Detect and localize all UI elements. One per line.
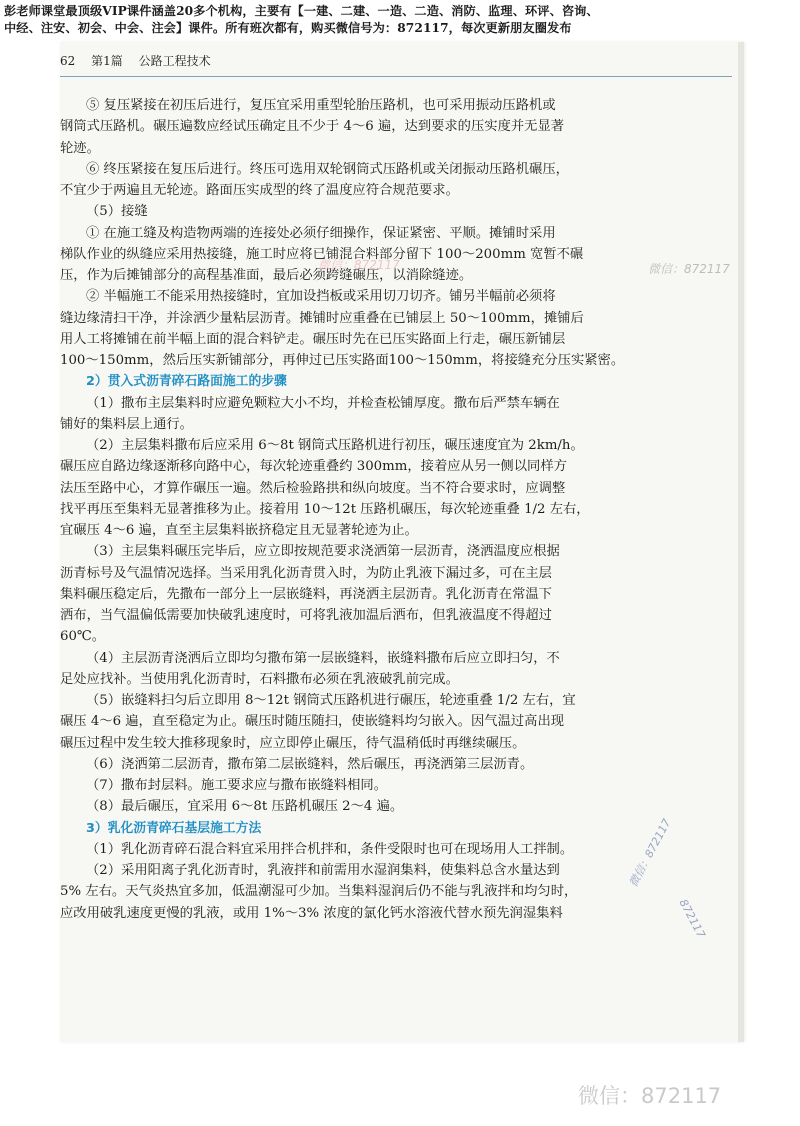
section-heading: 2）贯入式沥青碎石路面施工的步骤 xyxy=(86,374,287,390)
body-line: 60℃。 xyxy=(60,629,106,645)
book-page xyxy=(60,42,744,1042)
body-line: 找平再压至集料无显著推移为止。接着用 10～12t 压路机碾压，每次轮迹重叠 1/2 左右， xyxy=(60,501,590,517)
body-line: 洒布，当气温偏低需要加快破乳速度时，可将乳液加温后洒布，但乳液温度不得超过 xyxy=(60,608,552,623)
body-line: ⑤ 复压紧接在初压后进行，复压宜采用重型轮胎压路机，也可采用振动压路机或 xyxy=(86,98,556,113)
body-line: 碾压 4～6 遍，直至稳定为止。碾压时随压随扫，使嵌缝料均匀嵌入。因气温过高出现 xyxy=(60,714,565,730)
watermark-red: 微信：872117 xyxy=(318,258,400,272)
body-line: ⑥ 终压紧接在复压后进行。终压可选用双轮钢筒式压路机或关闭振动压路机碾压， xyxy=(86,161,569,177)
watermark-lower-right-1: 微信：872117 xyxy=(626,816,674,890)
part-label: 第1篇 xyxy=(91,54,123,68)
body-line: 碾压过程中发生较大推移现象时，应立即停止碾压，待气温稍低时再继续碾压。 xyxy=(60,735,526,751)
body-line: （6）浇洒第二层沥青，撒布第二层嵌缝料，然后碾压，再浇洒第三层沥青。 xyxy=(86,756,534,772)
section-heading: 3）乳化沥青碎石基层施工方法 xyxy=(86,820,262,836)
body-line: （3）主层集料碾压完毕后，应立即按规范要求浇洒第一层沥青，浇洒温度应根据 xyxy=(86,544,560,560)
body-line: 铺好的集料层上通行。 xyxy=(60,416,193,432)
body-line: 用人工将摊铺在前半幅上面的混合料铲走。碾压时先在已压实路面上行走，碾压新铺层 xyxy=(60,331,566,347)
body-line: 压，作为后摊铺部分的高程基准面，最后必须跨缝碾压，以消除缝迹。 xyxy=(60,268,473,283)
page-number: 62 xyxy=(60,54,76,68)
body-line: 集料碾压稳定后，先撒布一部分上一层嵌缝料，再浇洒主层沥青。乳化沥青在常温下 xyxy=(60,586,552,602)
body-line: 梯队作业的纵缝应采用热接缝，施工时应将已铺混合料部分留下 100～200mm 宽暂不碾 xyxy=(60,246,584,262)
body-line: 宜碾压 4～6 遍，直至主层集料嵌挤稳定且无显著轮迹为止。 xyxy=(60,523,418,538)
body-line: （2）采用阳离子乳化沥青时，乳液拌和前需用水湿润集料，使集料总含水量达到 xyxy=(86,863,560,878)
body-line: （8）最后碾压，宜采用 6～8t 压路机碾压 2～4 遍。 xyxy=(86,799,404,815)
section-label: 公路工程技术 xyxy=(138,54,211,68)
body-line: ② 半幅施工不能采用热接缝时，宜加设挡板或采用切刀切齐。铺另半幅前必须将 xyxy=(86,289,556,305)
body-line: 轮迹。 xyxy=(60,140,100,156)
body-line: （1）乳化沥青碎石混合料宜采用拌合机拌和，条件受限时也可在现场用人工拌制。 xyxy=(86,841,574,857)
watermark-right: 微信：872117 xyxy=(648,262,730,276)
body-line: 钢筒式压路机。碾压遍数应经试压确定且不少于 4～6 遍，达到要求的压实度并无显著 xyxy=(60,119,565,135)
running-header xyxy=(60,52,223,69)
body-line: 100～150mm，然后压实新铺部分，再伸过已压实路面100～150mm，将接缝充分压实紧密。 xyxy=(60,353,625,368)
body-line: 不宜少于两遍且无轮迹。路面压实成型的终了温度应符合规范要求。 xyxy=(60,183,459,198)
body-line: （4）主层沥青浇洒后立即均匀撒布第一层嵌缝料，嵌缝料撒布后应立即扫匀，不 xyxy=(86,650,560,666)
body-line: 沥青标号及气温情况选择。当采用乳化沥青贯入时，为防止乳液下漏过多，可在主层 xyxy=(60,565,552,581)
header-rule xyxy=(60,76,732,77)
body-line: 5% 左右。天气炎热宜多加，低温潮湿可少加。当集料湿润后仍不能与乳液拌和均匀时， xyxy=(60,884,578,900)
body-line: 缝边缘清扫干净，并涂洒少量粘层沥青。摊铺时应重叠在已铺层上 50～100mm，摊铺后 xyxy=(60,310,584,326)
body-line: ① 在施工缝及构造物两端的连接处必须仔细操作，保证紧密、平顺。摊铺时采用 xyxy=(86,225,556,241)
body-line: 法压至路中心，才算作碾压一遍。然后检验路拱和纵向坡度。当不符合要求时，应调整 xyxy=(60,480,566,496)
body-line: （1）撒布主层集料时应避免颗粒大小不均，并检查松铺厚度。撒布后严禁车辆在 xyxy=(86,395,560,411)
body-line: 应改用破乳速度更慢的乳液，或用 1%～3% 浓度的氯化钙水溶液代替水预先润湿集料 xyxy=(60,905,563,921)
watermark-lower-right-2: 872117 xyxy=(676,897,708,941)
promo-banner-line-2: 中经、注安、初会、中会、注会】课件。所有班次都有，购买微信号为：872117，每次更新朋友圈发布 xyxy=(4,21,572,35)
body-line: （7）撒布封层料。施工要求应与撒布嵌缝料相同。 xyxy=(86,778,387,793)
body-line: 足处应找补。当使用乳化沥青时，石料撒布必须在乳液破乳前完成。 xyxy=(60,671,459,687)
body-line: （5）接缝 xyxy=(86,204,148,220)
body-line: （2）主层集料撒布后应采用 6～8t 钢筒式压路机进行初压，碾压速度宜为 2km/h。 xyxy=(86,438,584,453)
promo-banner-line-1: 彭老师课堂最顶级VIP课件涵盖20多个机构，主要有【一建、二建、一造、二造、消防、监理、环评、咨询、 xyxy=(4,4,599,18)
promo-banner xyxy=(0,0,800,40)
body-line: 碾压应自路边缘逐渐移向路中心，每次轮迹重叠约 300mm，接着应从另一侧以同样方 xyxy=(60,459,567,475)
body-line: （5）嵌缝料扫匀后立即用 8～12t 钢筒式压路机进行碾压，轮迹重叠 1/2 左右，宜 xyxy=(86,693,576,708)
footer-watermark: 微信：872117 xyxy=(578,1084,722,1108)
